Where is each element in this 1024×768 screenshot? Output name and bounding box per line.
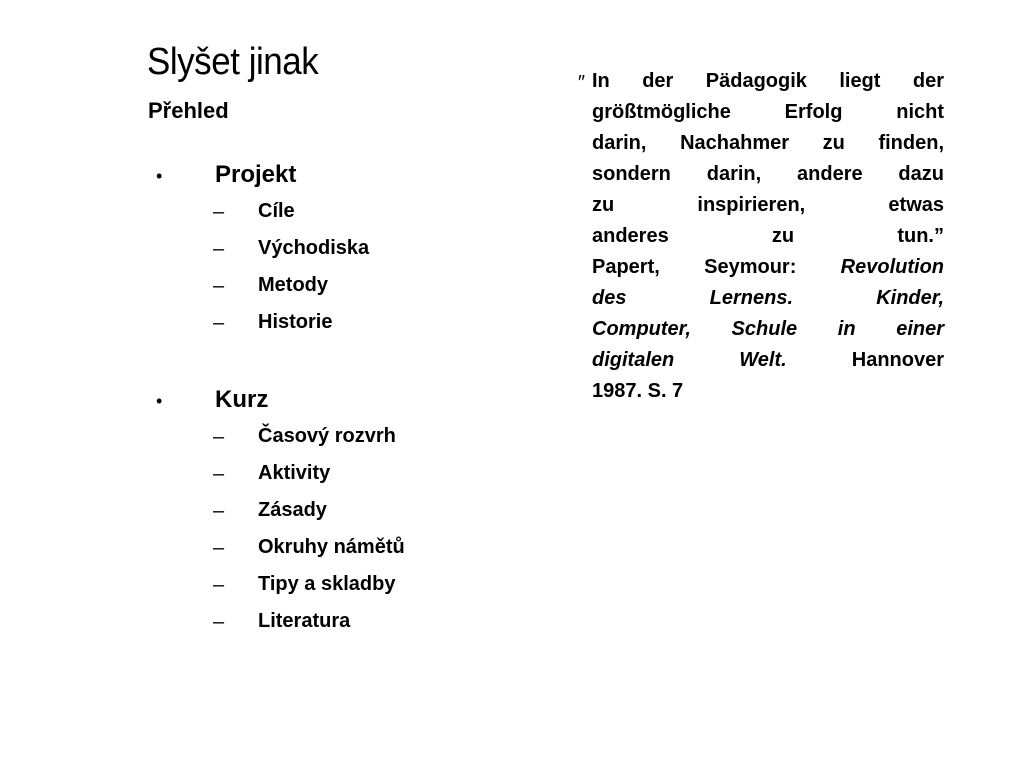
dash-icon: – (213, 275, 225, 297)
citation-line: des Lernens. Kinder, (592, 287, 944, 309)
quote-line: sondern darin, andere dazu (592, 163, 944, 185)
sub-item-label: Metody (258, 274, 328, 296)
sub-item-label: Literatura (258, 610, 351, 632)
slide-subtitle: Přehled (148, 98, 229, 123)
sub-item (0, 270, 540, 307)
bullet-item (0, 385, 540, 421)
citation-author: Papert, Seymour: (592, 256, 797, 278)
sub-item-label: Cíle (258, 200, 295, 222)
dash-icon: – (213, 463, 225, 485)
dash-icon: – (213, 238, 225, 260)
sub-item-label: Okruhy námětů (258, 536, 405, 558)
bullet-item (0, 160, 540, 196)
sub-item (0, 532, 540, 569)
quote-open-mark: ″ (577, 72, 585, 94)
bullet-icon: • (156, 391, 163, 411)
sub-item-label: Časový rozvrh (258, 425, 396, 447)
sub-item (0, 495, 540, 532)
sub-item-label: Tipy a skladby (258, 573, 396, 595)
dash-icon: – (213, 201, 225, 223)
dash-icon: – (213, 574, 225, 596)
sub-item (0, 569, 540, 606)
citation-line (592, 345, 944, 376)
bullet-label: Projekt (215, 161, 297, 188)
quote-line: darin, Nachahmer zu finden, (592, 132, 944, 154)
sub-item-label: Zásady (258, 499, 327, 521)
dash-icon: – (213, 500, 225, 522)
citation-line (592, 252, 944, 283)
dash-icon: – (213, 426, 225, 448)
quote-line: größtmögliche Erfolg nicht (592, 101, 944, 123)
citation-year-page: 1987. S. 7 (592, 380, 684, 402)
sub-item (0, 307, 540, 344)
quote-line: In der Pädagogik liegt der (592, 70, 944, 92)
dash-icon: – (213, 537, 225, 559)
quote-block (572, 66, 944, 407)
quote-line: anderes zu tun.” (592, 225, 944, 247)
sub-item (0, 458, 540, 495)
sub-item-label: Východiska (258, 237, 370, 259)
sub-item-label: Aktivity (258, 462, 331, 484)
citation-line: Computer, Schule in einer (592, 318, 944, 340)
bullet-label: Kurz (215, 386, 269, 413)
citation-place: Hannover (851, 349, 944, 371)
sub-item (0, 421, 540, 458)
slide-title: Slyšet jinak (147, 41, 319, 83)
dash-icon: – (213, 312, 225, 334)
sub-item (0, 606, 540, 643)
citation-work: digitalen Welt. (592, 349, 787, 371)
sub-item (0, 233, 540, 270)
bullet-icon: • (156, 166, 163, 186)
sub-item (0, 196, 540, 233)
outline-section-kurz (0, 385, 540, 643)
quote-line: zu inspirieren, etwas (592, 194, 944, 216)
citation-work: Revolution (840, 256, 945, 278)
outline-section-projekt (0, 160, 540, 344)
sub-item-label: Historie (258, 311, 333, 333)
dash-icon: – (213, 611, 225, 633)
quote-text (592, 66, 944, 407)
